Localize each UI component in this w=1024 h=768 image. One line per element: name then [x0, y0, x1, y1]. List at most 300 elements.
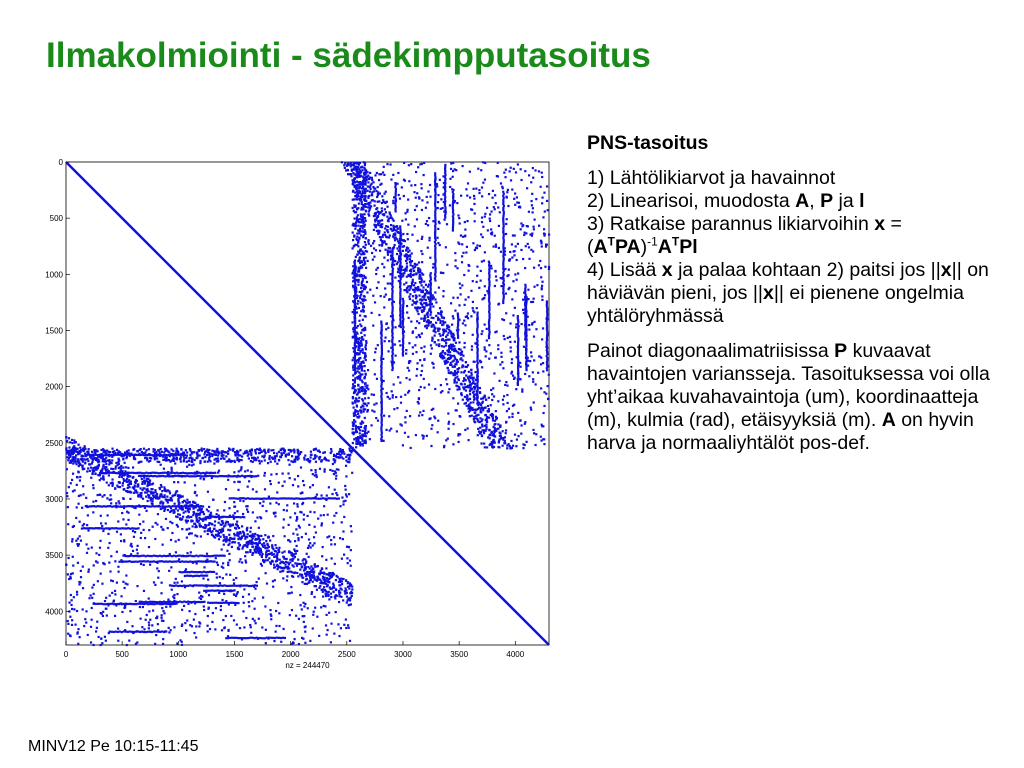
nonzero-dot	[408, 342, 410, 344]
nonzero-dot	[262, 596, 264, 598]
nonzero-dot	[360, 411, 362, 413]
nonzero-dot	[372, 325, 374, 327]
nonzero-dot	[468, 371, 470, 373]
nonzero-dot	[546, 323, 548, 325]
nonzero-dot	[381, 432, 383, 434]
nonzero-dot	[361, 250, 363, 252]
nonzero-dot	[502, 298, 504, 300]
nonzero-dot	[219, 582, 221, 584]
nonzero-dot	[483, 260, 485, 262]
nonzero-dot	[136, 450, 138, 452]
nonzero-dot	[264, 547, 266, 549]
nonzero-dot	[506, 444, 508, 446]
nonzero-dot	[504, 384, 506, 386]
nonzero-dot	[162, 620, 164, 622]
nonzero-dot	[381, 399, 383, 401]
nonzero-dot	[464, 342, 466, 344]
nonzero-dot	[392, 326, 394, 328]
nonzero-dot	[525, 322, 527, 324]
nonzero-dot	[287, 568, 289, 570]
nonzero-dot	[361, 166, 363, 168]
nonzero-dot	[511, 362, 513, 364]
nonzero-dot	[401, 186, 403, 188]
nonzero-dot	[484, 213, 486, 215]
nonzero-dot	[356, 198, 358, 200]
nonzero-dot	[73, 525, 75, 527]
nonzero-dot	[400, 396, 402, 398]
nonzero-dot	[399, 310, 401, 312]
nonzero-dot	[525, 326, 527, 328]
nonzero-dot	[421, 414, 423, 416]
nonzero-dot	[502, 207, 504, 209]
nonzero-dot	[520, 168, 522, 170]
nonzero-dot	[354, 326, 356, 328]
nonzero-dot	[488, 274, 490, 276]
nonzero-dot	[364, 346, 366, 348]
nonzero-dot	[362, 227, 364, 229]
nonzero-dot	[381, 345, 383, 347]
nonzero-dot	[287, 539, 289, 541]
nonzero-dot	[369, 289, 371, 291]
nonzero-dot	[421, 332, 423, 334]
nonzero-dot	[434, 209, 436, 211]
nonzero-dot	[526, 339, 528, 341]
nonzero-dot	[502, 243, 504, 245]
nonzero-dot	[399, 308, 401, 310]
nonzero-dot	[350, 525, 352, 527]
nonzero-dot	[355, 443, 357, 445]
nonzero-dot	[381, 387, 383, 389]
nonzero-dot	[347, 624, 349, 626]
nonzero-dot	[363, 179, 365, 181]
nonzero-dot	[517, 331, 519, 333]
nonzero-dot	[402, 320, 404, 322]
nonzero-dot	[364, 357, 366, 359]
nonzero-dot	[282, 628, 284, 630]
nonzero-dot	[67, 573, 69, 575]
nonzero-dot	[503, 241, 505, 243]
nonzero-dot	[546, 337, 548, 339]
nonzero-dot	[499, 432, 501, 434]
nonzero-dot	[450, 356, 452, 358]
nonzero-dot	[462, 380, 464, 382]
nonzero-dot	[365, 340, 367, 342]
nonzero-dot	[541, 281, 543, 283]
nonzero-dot	[381, 351, 383, 353]
nonzero-dot	[437, 431, 439, 433]
nonzero-dot	[399, 227, 401, 229]
nonzero-dot	[71, 608, 73, 610]
nonzero-dot	[504, 176, 506, 178]
nonzero-dot	[330, 543, 332, 545]
nonzero-dot	[502, 266, 504, 268]
nonzero-dot	[452, 191, 454, 193]
nonzero-dot	[422, 437, 424, 439]
nonzero-dot	[434, 174, 436, 176]
nonzero-dot	[453, 379, 455, 381]
nonzero-dot	[227, 562, 229, 564]
nonzero-dot	[497, 175, 499, 177]
nonzero-dot	[479, 245, 481, 247]
nonzero-dot	[173, 512, 175, 514]
nonzero-dot	[457, 335, 459, 337]
nonzero-dot	[466, 397, 468, 399]
nonzero-dot	[431, 347, 433, 349]
nonzero-dot	[119, 482, 121, 484]
nonzero-dot	[186, 499, 188, 501]
nonzero-dot	[361, 207, 363, 209]
nonzero-dot	[399, 324, 401, 326]
nonzero-dot	[439, 179, 441, 181]
nonzero-dot	[477, 344, 479, 346]
nonzero-dot	[517, 337, 519, 339]
nonzero-dot	[383, 306, 385, 308]
nonzero-dot	[376, 207, 378, 209]
nonzero-dot	[379, 236, 381, 238]
nonzero-dot	[351, 164, 353, 166]
nonzero-dot	[442, 355, 444, 357]
nonzero-dot	[333, 536, 335, 538]
nonzero-dot	[406, 410, 408, 412]
nonzero-dot	[528, 174, 530, 176]
nonzero-dot	[414, 266, 416, 268]
nonzero-dot	[542, 438, 544, 440]
nonzero-dot	[392, 260, 394, 262]
nonzero-dot	[379, 184, 381, 186]
nonzero-dot	[396, 247, 398, 249]
nonzero-dot	[367, 181, 369, 183]
nonzero-dot	[514, 234, 516, 236]
nonzero-dot	[409, 258, 411, 260]
nonzero-dot	[402, 300, 404, 302]
nonzero-dot	[248, 457, 250, 459]
nonzero-dot	[320, 606, 322, 608]
nonzero-dot	[420, 374, 422, 376]
nonzero-dot	[506, 402, 508, 404]
nonzero-dot	[522, 299, 524, 301]
nonzero-dot	[180, 460, 182, 462]
nonzero-dot	[439, 307, 441, 309]
nonzero-dot	[293, 631, 295, 633]
nonzero-dot	[477, 400, 479, 402]
nonzero-dot	[470, 290, 472, 292]
nonzero-dot	[439, 244, 441, 246]
nonzero-dot	[400, 320, 402, 322]
nonzero-dot	[445, 344, 447, 346]
nonzero-dot	[367, 213, 369, 215]
nonzero-dot	[391, 278, 393, 280]
nonzero-dot	[416, 310, 418, 312]
nonzero-dot	[313, 611, 315, 613]
nonzero-dot	[87, 548, 89, 550]
nonzero-dot	[412, 300, 414, 302]
nonzero-dot	[359, 314, 361, 316]
nonzero-dot	[440, 208, 442, 210]
nonzero-dot	[447, 332, 449, 334]
nonzero-dot	[429, 257, 431, 259]
nonzero-dot	[278, 625, 280, 627]
nonzero-dot	[416, 368, 418, 370]
nonzero-dot	[196, 562, 198, 564]
nonzero-dot	[434, 259, 436, 261]
nonzero-dot	[194, 534, 196, 536]
nonzero-dot	[464, 235, 466, 237]
nonzero-dot	[464, 366, 466, 368]
nonzero-dot	[428, 217, 430, 219]
nonzero-dot	[483, 297, 485, 299]
nonzero-dot	[452, 201, 454, 203]
nonzero-dot	[400, 274, 402, 276]
nonzero-dot	[407, 436, 409, 438]
nonzero-dot	[104, 600, 106, 602]
nonzero-dot	[354, 409, 356, 411]
nonzero-dot	[421, 272, 423, 274]
nonzero-dot	[354, 228, 356, 230]
nonzero-dot	[461, 255, 463, 257]
nonzero-dot	[484, 179, 486, 181]
nonzero-dot	[362, 303, 364, 305]
nonzero-dot	[356, 220, 358, 222]
nonzero-dot	[514, 204, 516, 206]
nonzero-dot	[452, 213, 454, 215]
nonzero-dot	[445, 339, 447, 341]
nonzero-dot	[515, 245, 517, 247]
nonzero-dot	[295, 552, 297, 554]
nonzero-dot	[517, 327, 519, 329]
nonzero-dot	[299, 569, 301, 571]
nonzero-dot	[242, 610, 244, 612]
nonzero-dot	[533, 267, 535, 269]
nonzero-dot	[301, 536, 303, 538]
nonzero-dot	[399, 284, 401, 286]
nonzero-dot	[391, 258, 393, 260]
nonzero-dot	[281, 552, 283, 554]
nonzero-dot	[497, 162, 499, 164]
nonzero-dot	[546, 343, 548, 345]
nonzero-dot	[495, 416, 497, 418]
nonzero-dot	[424, 325, 426, 327]
nonzero-dot	[492, 414, 494, 416]
nonzero-dot	[93, 564, 95, 566]
nonzero-dot	[389, 163, 391, 165]
nonzero-dot	[444, 212, 446, 214]
nonzero-dot	[532, 429, 534, 431]
nonzero-dot	[437, 420, 439, 422]
nonzero-dot	[425, 299, 427, 301]
nonzero-dot	[454, 265, 456, 267]
nonzero-dot	[357, 349, 359, 351]
nonzero-dot	[469, 407, 471, 409]
nonzero-dot	[452, 199, 454, 201]
nonzero-dot	[352, 172, 354, 174]
nonzero-dot	[502, 263, 504, 265]
nonzero-dot	[368, 210, 370, 212]
nonzero-dot	[455, 409, 457, 411]
nonzero-dot	[399, 235, 401, 237]
nonzero-dot	[364, 417, 366, 419]
nonzero-dot	[102, 530, 104, 532]
nonzero-dot	[357, 361, 359, 363]
nonzero-dot	[543, 443, 545, 445]
nonzero-dot	[480, 169, 482, 171]
nonzero-dot	[282, 526, 284, 528]
nonzero-dot	[350, 530, 352, 532]
nonzero-dot	[387, 350, 389, 352]
nonzero-dot	[391, 292, 393, 294]
nonzero-dot	[102, 448, 104, 450]
nonzero-dot	[434, 265, 436, 267]
nonzero-dot	[452, 176, 454, 178]
nonzero-dot	[480, 431, 482, 433]
nonzero-dot	[444, 184, 446, 186]
nonzero-dot	[449, 364, 451, 366]
nonzero-dot	[377, 194, 379, 196]
nonzero-dot	[523, 346, 525, 348]
nonzero-dot	[406, 305, 408, 307]
nonzero-dot	[434, 271, 436, 273]
nonzero-dot	[362, 319, 364, 321]
nonzero-dot	[503, 172, 505, 174]
nonzero-dot	[434, 298, 436, 300]
nonzero-dot	[220, 458, 222, 460]
nonzero-dot	[117, 566, 119, 568]
nonzero-dot	[275, 610, 277, 612]
nonzero-dot	[495, 410, 497, 412]
nonzero-dot	[315, 585, 317, 587]
nonzero-dot	[503, 211, 505, 213]
nonzero-dot	[400, 316, 402, 318]
nonzero-dot	[412, 332, 414, 334]
nonzero-dot	[423, 358, 425, 360]
nonzero-dot	[472, 307, 474, 309]
nonzero-dot	[402, 302, 404, 304]
nonzero-dot	[339, 537, 341, 539]
nonzero-dot	[418, 261, 420, 263]
nonzero-dot	[310, 579, 312, 581]
nonzero-dot	[225, 455, 227, 457]
nonzero-dot	[353, 419, 355, 421]
nonzero-dot	[488, 293, 490, 295]
nonzero-dot	[488, 282, 490, 284]
nonzero-dot	[493, 206, 495, 208]
nonzero-dot	[399, 286, 401, 288]
nonzero-dot	[546, 329, 548, 331]
nonzero-dot	[363, 167, 365, 169]
nonzero-dot	[530, 407, 532, 409]
nonzero-dot	[538, 170, 540, 172]
nonzero-dot	[484, 346, 486, 348]
nonzero-dot	[343, 516, 345, 518]
nonzero-dot	[476, 266, 478, 268]
nonzero-dot	[489, 303, 491, 305]
nonzero-dot	[385, 243, 387, 245]
nonzero-dot	[530, 409, 532, 411]
nonzero-dot	[424, 315, 426, 317]
nonzero-dot	[378, 244, 380, 246]
nonzero-dot	[194, 526, 196, 528]
nonzero-dot	[444, 186, 446, 188]
nonzero-dot	[358, 415, 360, 417]
nonzero-dot	[373, 411, 375, 413]
nonzero-dot	[291, 564, 293, 566]
nonzero-dot	[408, 275, 410, 277]
nonzero-dot	[208, 522, 210, 524]
nonzero-dot	[423, 295, 425, 297]
nonzero-dot	[509, 258, 511, 260]
nonzero-dot	[390, 228, 392, 230]
nonzero-dot	[486, 417, 488, 419]
nonzero-dot	[104, 636, 106, 638]
nonzero-dot	[371, 393, 373, 395]
nonzero-dot	[503, 251, 505, 253]
nonzero-dot	[354, 310, 356, 312]
nonzero-dot	[457, 402, 459, 404]
nonzero-dot	[352, 207, 354, 209]
nonzero-dot	[488, 319, 490, 321]
nonzero-dot	[383, 296, 385, 298]
nonzero-dot	[191, 464, 193, 466]
nonzero-dot	[488, 299, 490, 301]
nonzero-dot	[402, 336, 404, 338]
nonzero-dot	[419, 411, 421, 413]
nonzero-dot	[438, 221, 440, 223]
nonzero-dot	[476, 360, 478, 362]
nonzero-dot	[371, 409, 373, 411]
nonzero-dot	[341, 161, 343, 163]
nonzero-dot	[502, 201, 504, 203]
nonzero-dot	[71, 540, 73, 542]
nonzero-dot	[381, 383, 383, 385]
nonzero-dot	[152, 609, 154, 611]
nonzero-dot	[286, 558, 288, 560]
nonzero-dot	[359, 186, 361, 188]
nonzero-dot	[354, 217, 356, 219]
nonzero-dot	[405, 218, 407, 220]
nonzero-dot	[348, 627, 350, 629]
nonzero-dot	[399, 260, 401, 262]
nonzero-dot	[82, 493, 84, 495]
nonzero-dot	[456, 372, 458, 374]
nonzero-dot	[130, 491, 132, 493]
nonzero-dot	[532, 211, 534, 213]
nonzero-dot	[461, 359, 463, 361]
nonzero-dot	[330, 593, 332, 595]
nonzero-dot	[532, 371, 534, 373]
nonzero-dot	[77, 643, 79, 645]
nonzero-dot	[476, 376, 478, 378]
nonzero-dot	[122, 482, 124, 484]
nonzero-dot	[362, 278, 364, 280]
nonzero-dot	[462, 236, 464, 238]
nonzero-dot	[471, 374, 473, 376]
nonzero-dot	[430, 278, 432, 280]
nonzero-dot	[419, 274, 421, 276]
nonzero-dot	[430, 282, 432, 284]
nonzero-dot	[236, 593, 238, 595]
nonzero-dot	[421, 261, 423, 263]
nonzero-dot	[181, 641, 183, 643]
nonzero-dot	[352, 432, 354, 434]
nonzero-dot	[212, 612, 214, 614]
nonzero-dot	[410, 184, 412, 186]
nonzero-dot	[491, 434, 493, 436]
nonzero-dot	[514, 273, 516, 275]
nonzero-dot	[433, 330, 435, 332]
nonzero-dot	[376, 196, 378, 198]
nonzero-dot	[312, 484, 314, 486]
nonzero-dot	[434, 235, 436, 237]
nonzero-dot	[525, 245, 527, 247]
